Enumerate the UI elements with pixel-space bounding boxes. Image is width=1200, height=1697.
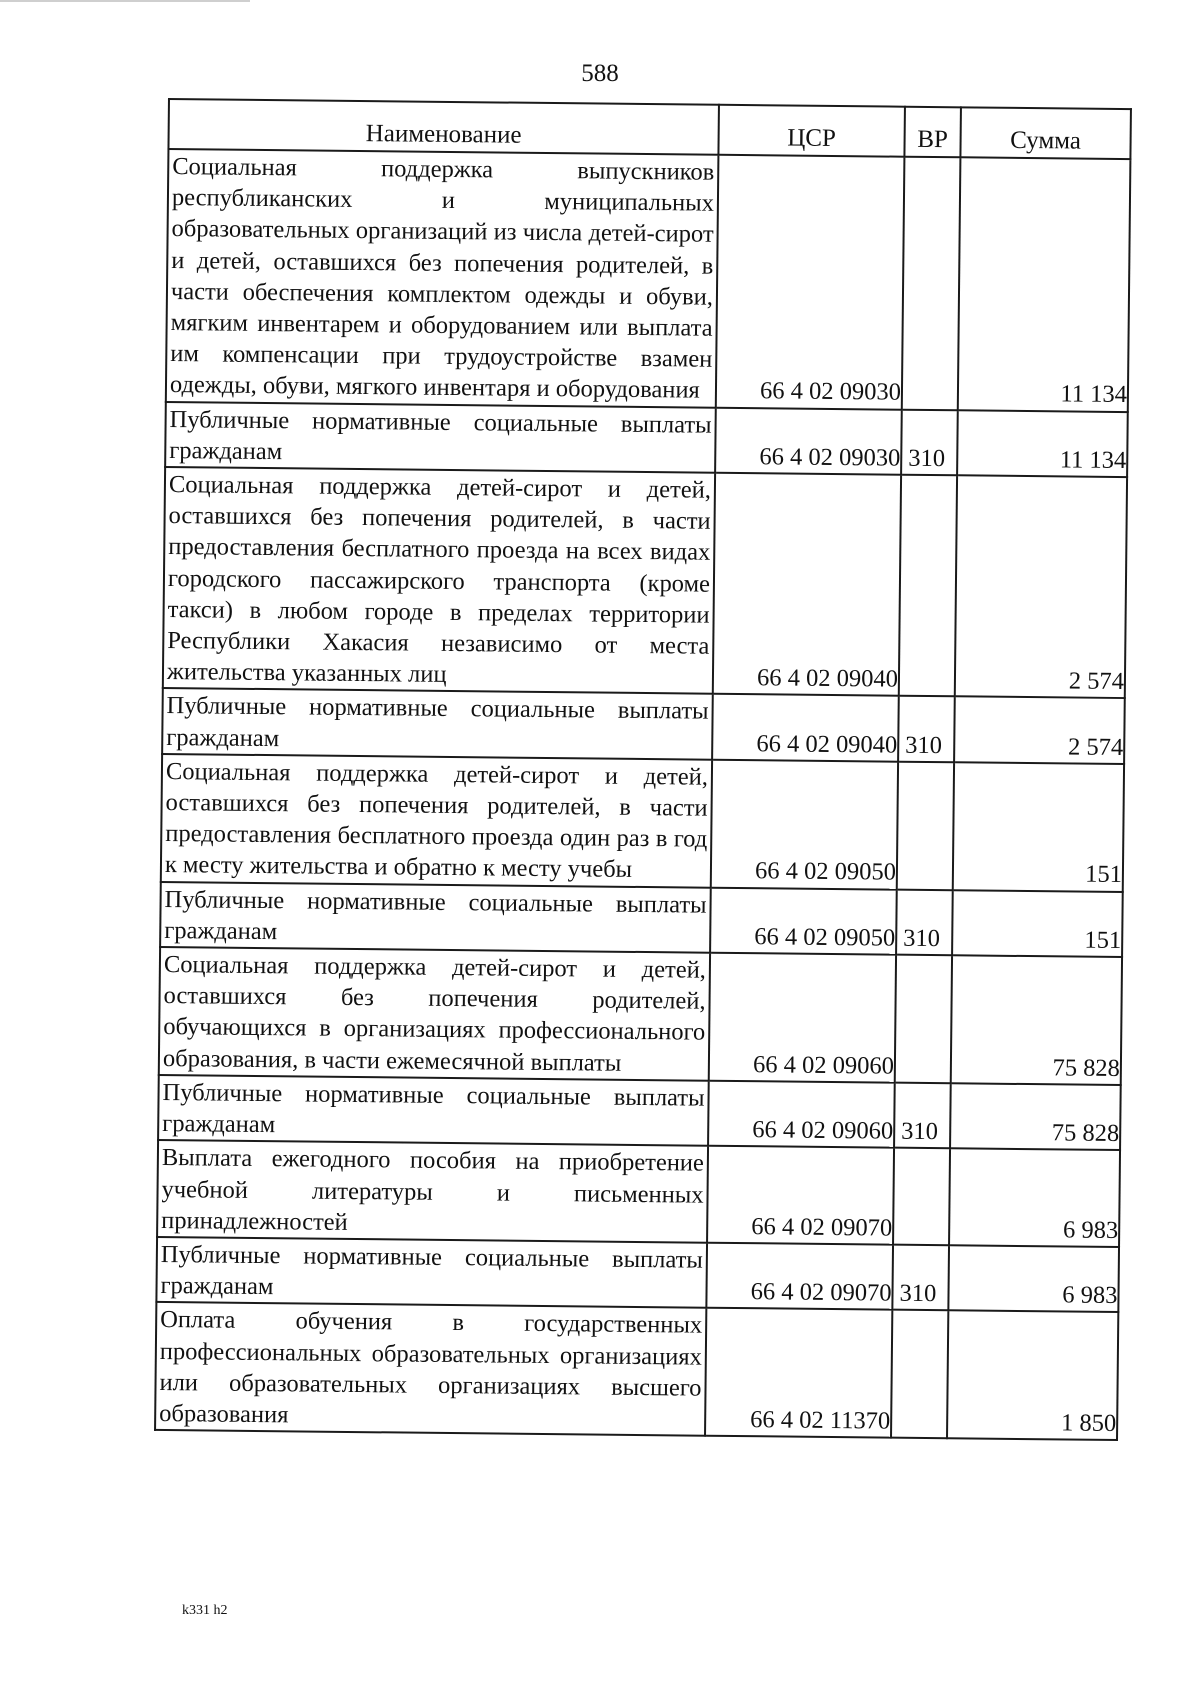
row-sum: 2 574	[955, 475, 1127, 698]
row-name: Публичные нормативные социальные выплаты гражданам	[156, 1237, 707, 1308]
row-sum: 1 850	[947, 1311, 1118, 1441]
row-vr: 310	[898, 696, 955, 762]
row-name: Публичные нормативные социальные выплаты гражданам	[165, 402, 716, 473]
row-csr: 66 4 02 09030	[715, 407, 902, 474]
document-footer-code: k331 h2	[182, 1603, 228, 1618]
row-csr: 66 4 02 09040	[713, 473, 901, 696]
table-row	[163, 467, 1127, 698]
row-csr: 66 4 02 09050	[711, 760, 898, 890]
table-row	[155, 1302, 1118, 1440]
row-vr: 310	[892, 1245, 949, 1311]
row-csr: 66 4 02 09070	[706, 1243, 893, 1310]
table-row	[157, 1140, 1120, 1247]
row-vr	[902, 157, 961, 410]
row-csr: 66 4 02 09060	[708, 1081, 895, 1148]
row-csr: 66 4 02 09050	[710, 887, 897, 954]
row-csr: 66 4 02 11370	[705, 1308, 892, 1438]
header-vr: ВР	[904, 107, 961, 158]
row-name: Социальная поддержка детей-сирот и детей, оставшихся без попечения родителей, обучающихся в организациях профессионального образования, в части ежемесячной выплаты	[159, 947, 710, 1081]
table-row	[159, 947, 1122, 1085]
table-row	[166, 149, 1131, 412]
row-vr	[895, 955, 952, 1083]
row-sum: 151	[952, 890, 1123, 957]
header-csr: ЦСР	[718, 105, 905, 157]
table-row	[161, 754, 1124, 892]
row-sum: 11 134	[957, 410, 1128, 477]
row-vr	[899, 475, 957, 697]
row-csr: 66 4 02 09070	[707, 1146, 894, 1245]
row-vr	[897, 762, 954, 890]
row-name: Социальная поддержка детей-сирот и детей, оставшихся без попечения родителей, в части предоставления бесплатного проезда один раз в год к месту жительства и обратно к месту учебы	[161, 754, 712, 888]
row-vr: 310	[896, 889, 953, 955]
row-sum: 11 134	[958, 157, 1131, 411]
row-sum: 151	[953, 762, 1124, 892]
table-row	[162, 688, 1125, 763]
row-sum: 75 828	[950, 1083, 1121, 1150]
row-csr: 66 4 02 09040	[712, 694, 899, 761]
row-vr	[891, 1310, 948, 1438]
row-sum: 75 828	[951, 955, 1122, 1085]
table-row	[160, 882, 1123, 957]
table-row	[156, 1237, 1119, 1312]
header-name: Наименование	[168, 99, 718, 155]
budget-table	[154, 98, 1132, 1441]
row-sum: 6 983	[949, 1149, 1120, 1247]
row-vr: 310	[901, 409, 958, 475]
table-row	[165, 402, 1128, 477]
row-csr: 66 4 02 09060	[709, 953, 896, 1083]
row-csr: 66 4 02 09030	[716, 155, 905, 410]
row-name: Выплата ежегодного пособия на приобретение учебной литературы и письменных принадлежностей	[157, 1140, 708, 1242]
table-row	[158, 1075, 1121, 1150]
row-name: Оплата обучения в государственных профессиональных образовательных организациях или образовательных организациях высшего образования	[155, 1302, 706, 1436]
row-name: Публичные нормативные социальные выплаты гражданам	[162, 688, 713, 759]
row-name: Социальная поддержка выпускников республиканских и муниципальных образовательных организаций из числа детей-сирот и детей, оставшихся без попечения родителей, в части обеспечения комплектом одежды и обуви, мягким инвентарем и оборудованием или выплата им компенсации при трудоустройстве взамен одежды, обуви, мягкого инвентаря и оборудования	[166, 149, 719, 407]
header-sum: Сумма	[960, 107, 1131, 159]
row-sum: 2 574	[954, 697, 1125, 764]
row-sum: 6 983	[948, 1245, 1119, 1312]
scan-edge-line	[0, 0, 250, 2]
budget-table-container	[154, 98, 1130, 1441]
row-vr	[893, 1148, 950, 1245]
page-number: 588	[581, 60, 619, 87]
row-name: Публичные нормативные социальные выплаты гражданам	[158, 1075, 709, 1146]
row-vr: 310	[894, 1083, 951, 1149]
row-name: Публичные нормативные социальные выплаты гражданам	[160, 882, 711, 953]
row-name: Социальная поддержка детей-сирот и детей, оставшихся без попечения родителей, в части предоставления бесплатного проезда на всех видах городского пассажирского транспорта (кроме такси) в любом городе в пределах территории Республики Хакасия независимо от места жительства указанных лиц	[163, 467, 715, 694]
